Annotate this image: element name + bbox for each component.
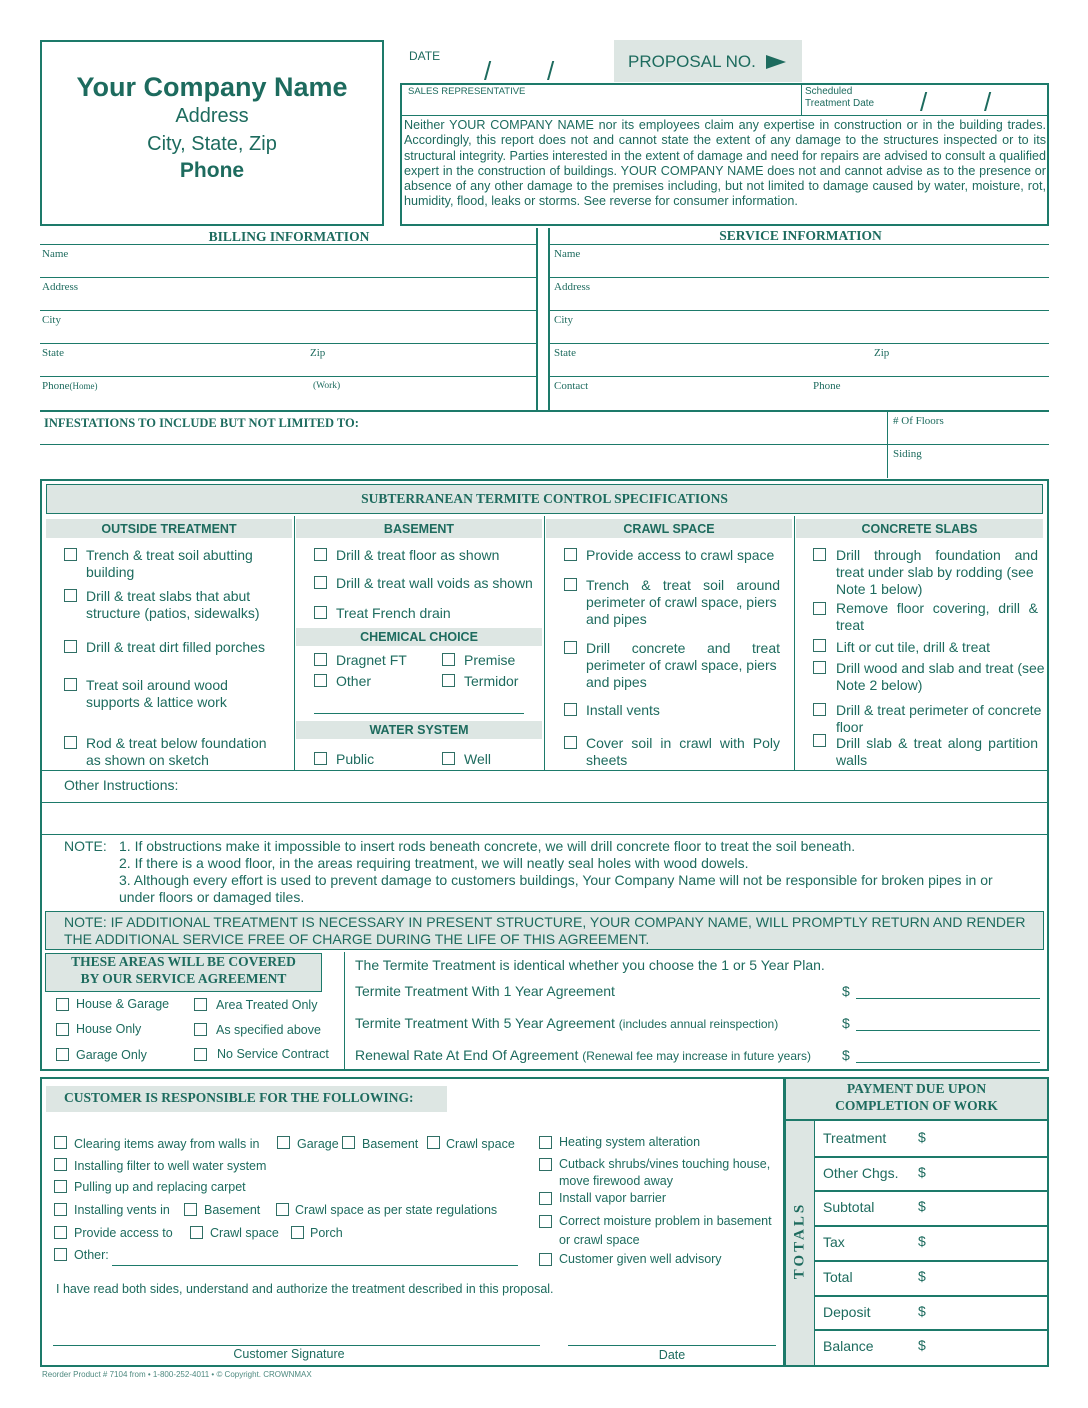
access-label: Provide access to [74,1226,173,1240]
coverage-line-3-text: Renewal Rate At End Of Agreement [355,1047,579,1063]
coverage-dollar-2: $ [842,1015,850,1031]
crawl-item-1-line-0: Trench & treat soil around [586,577,780,593]
totals-row-line-4 [815,1295,1047,1297]
outside-item-0-line-1: building [86,564,135,580]
slabs-checkbox-4[interactable] [813,703,826,716]
filter-checkbox[interactable] [54,1158,67,1171]
totals-dollar-0[interactable]: $ [918,1129,926,1145]
coverage-item-2: House Only [76,1022,142,1036]
totals-row-total: Total [823,1268,853,1285]
slabs-title: CONCRETE SLABS [861,522,978,536]
chemical-termidor: Termidor [464,673,519,689]
slabs-item-5-line-1: walls [836,752,868,768]
filter-label: Installing filter to well water system [74,1159,267,1173]
service-address-field[interactable]: Address [554,281,591,293]
arrow-right-icon [766,55,786,69]
totals-row-line-5 [815,1329,1047,1331]
sales-vdivider [801,84,802,115]
treatment-date-label: Treatment Date [805,98,875,109]
spec-cols-bottom [42,770,1047,771]
infestation-mid-line [40,444,1049,445]
basement-item-2: Treat French drain [336,605,451,621]
crawl-item-1-line-2: and pipes [586,611,647,627]
coverage-checkbox-3[interactable] [194,1023,207,1036]
date-label: DATE [409,49,441,63]
totals-row-line-0 [815,1156,1047,1158]
totals-row-treatment: Treatment [823,1130,887,1146]
additional-note: NOTE: IF ADDITIONAL TREATMENT IS NECESSARY IN PRESENT STRUCTURE, YOUR COMPANY NAME, WILL PROMPTLY RETURN AND RENDER THE ADDITIONAL SERVICE FREE OF CHARGE DURING THE LIFE OF THIS AGREEMENT. [64,914,1026,947]
floors-field[interactable]: # Of Floors [893,415,944,427]
payment-title-2: COMPLETION OF WORK [835,1098,998,1113]
infestation-top-line [40,410,1049,412]
moisture-checkbox[interactable] [539,1215,552,1228]
cutback-checkbox[interactable] [539,1158,552,1171]
water-public: Public [336,751,375,767]
outside-item-0-line-0: Trench & treat soil abutting [86,547,253,563]
crawl-checkbox-1[interactable] [564,578,577,591]
clearing-garage-label: Garage [297,1137,339,1151]
spec-col-divider-2 [544,516,545,770]
totals-dollar-2[interactable]: $ [918,1198,926,1215]
outside-item-1-line-0: Drill & treat slabs that abut [86,588,251,604]
coverage-amount-2[interactable] [856,1030,1040,1031]
vents-crawl-label: Crawl space as per state regulations [295,1203,498,1217]
coverage-item-0: House & Garage [76,997,170,1011]
slabs-item-4-line-0: Drill & treat perimeter of concrete [836,702,1042,718]
slabs-item-0-line-0: Drill through foundation and [836,547,1038,563]
spec-col-divider-3 [794,516,795,770]
note-1: 1. If obstructions make it impossible to insert rods beneath concrete, we will drill concrete floor to treat the soil beneath. [119,838,856,854]
company-name: Your Company Name [76,72,348,102]
coverage-item-5: No Service Contract [217,1047,329,1061]
clearing-crawl-checkbox[interactable] [427,1136,440,1149]
other-label: Other: [74,1248,109,1262]
outside-checkbox-1[interactable] [64,589,77,602]
coverage-line-2-text: Termite Treatment With 5 Year Agreement [355,1015,615,1031]
coverage-checkbox-1[interactable] [194,998,207,1011]
crawl-item-4-line-0: Cover soil in crawl with Poly [586,735,780,751]
chemical-premise-checkbox[interactable] [442,653,455,666]
note-2: 2. If there is a wood floor, in the areas requiring treatment, we will neatly seal holes with wood dowels. [119,855,749,871]
coverage-dollar-1: $ [842,983,850,999]
slabs-item-0-line-1: treat under slab by rodding (see [836,564,1034,580]
vapor-checkbox[interactable] [539,1192,552,1205]
company-phone: Phone [179,159,245,182]
crawl-item-2-line-0: Drill concrete and treat [586,640,780,656]
billing-line-4 [40,376,536,377]
outside-checkbox-0[interactable] [64,548,77,561]
access-crawl-checkbox[interactable] [190,1226,203,1239]
basement-checkbox-2[interactable] [314,606,327,619]
totals-label: TOTALS [791,1201,808,1280]
outside-item-2-line-0: Drill & treat dirt filled porches [86,639,265,655]
service-title: SERVICE INFORMATION [719,228,882,243]
coverage-line-1: Termite Treatment With 1 Year Agreement [355,983,615,999]
totals-row-deposit: Deposit [823,1303,871,1320]
coverage-amount-3[interactable] [856,1062,1040,1063]
heating-label: Heating system alteration [559,1135,701,1149]
totals-row-line-3 [815,1260,1047,1262]
service-line-0 [550,244,1049,245]
totals-dollar-1[interactable]: $ [918,1163,926,1180]
water-well: Well [464,751,491,767]
basement-checkbox-1[interactable] [314,576,327,589]
slabs-item-1-line-0: Remove floor covering, drill & [836,600,1038,616]
cutback-label-2: move firewood away [559,1174,673,1188]
date-line[interactable] [568,1345,776,1346]
coverage-dollar-3: $ [842,1047,850,1063]
coverage-title-1: THESE AREAS WILL BE COVERED [71,954,296,969]
clearing-basement-checkbox[interactable] [342,1136,355,1149]
signature-line[interactable] [53,1345,540,1346]
sched-slash-1: / [920,87,928,117]
date-slash-2: / [547,56,555,86]
coverage-item-1: Area Treated Only [216,998,318,1012]
clearing-crawl-label: Crawl space [446,1137,515,1151]
crawl-item-4-line-1: sheets [586,752,628,768]
totals-row-tax: Tax [823,1234,845,1251]
billing-line-0 [40,244,536,245]
outside-checkbox-4[interactable] [64,736,77,749]
totals-row-other-chgs: Other Chgs. [823,1164,899,1181]
water-public-checkbox[interactable] [314,752,327,765]
billing-phone-home: (Home) [69,381,98,391]
service-contact-field[interactable]: Contact [554,380,589,392]
slabs-item-5-line-0: Drill slab & treat along partition [836,735,1038,751]
billing-phone-label: Phone [42,380,70,392]
service-line-2 [550,310,1049,311]
vents-basement-checkbox[interactable] [184,1203,197,1216]
crawl-item-1-line-1: perimeter of crawl space, piers [586,594,777,610]
carpet-label: Pulling up and replacing carpet [74,1180,246,1194]
service-name-field[interactable]: Name [554,248,581,260]
coverage-title-2: BY OUR SERVICE AGREEMENT [80,971,287,986]
other-line[interactable] [112,1265,518,1266]
crawl-item-0-line-0: Provide access to crawl space [586,547,775,563]
outside-title: OUTSIDE TREATMENT [101,522,237,536]
clearing-garage-checkbox[interactable] [277,1136,290,1149]
service-city-field[interactable]: City [554,314,573,326]
slabs-item-4-line-1: floor [836,719,864,735]
chemical-other-line[interactable] [314,713,524,714]
crawl-checkbox-2[interactable] [564,641,577,654]
coverage-checkbox-5[interactable] [194,1048,207,1061]
coverage-line-2-note: (includes annual reinspection) [618,1017,779,1031]
proposal-label: PROPOSAL NO. [628,52,756,71]
slabs-item-1-line-1: treat [836,617,865,633]
coverage-vdivider [344,952,345,1069]
slabs-item-3-line-0: Drill wood and slab and treat (see [836,660,1045,676]
service-line-3 [550,343,1049,344]
crawl-item-3-line-0: Install vents [586,702,660,718]
totals-dollar-3[interactable]: $ [918,1233,926,1250]
slabs-item-3-line-1: Note 2 below) [836,677,923,693]
access-checkbox[interactable] [54,1226,67,1239]
crawl-checkbox-4[interactable] [564,736,577,749]
slabs-item-2-line-0: Lift or cut tile, drill & treat [836,639,991,655]
slabs-checkbox-1[interactable] [813,602,826,615]
water-title: WATER SYSTEM [369,723,469,737]
chemical-termidor-checkbox[interactable] [442,674,455,687]
access-porch-label: Porch [310,1226,343,1240]
outside-checkbox-3[interactable] [64,678,77,691]
date-sign-label: Date [658,1348,686,1362]
carpet-checkbox[interactable] [54,1180,67,1193]
access-crawl-label: Crawl space [210,1226,279,1240]
advisory-checkbox[interactable] [539,1253,552,1266]
payment-header-line [786,1119,1047,1121]
billing-name-field[interactable]: Name [42,248,69,260]
slabs-checkbox-0[interactable] [813,548,826,561]
clearing-label: Clearing items away from walls in [74,1137,260,1151]
other-checkbox[interactable] [54,1248,67,1261]
vapor-label: Install vapor barrier [559,1191,666,1205]
slabs-item-0-line-2: Note 1 below) [836,581,923,597]
billing-address-field[interactable]: Address [42,281,79,293]
coverage-line-2 [355,1015,778,1033]
chemical-premise: Premise [464,652,516,668]
chemical-dragnet-checkbox[interactable] [314,653,327,666]
coverage-intro: The Termite Treatment is identical whether you choose the 1 or 5 Year Plan. [355,957,825,973]
cutback-label-1: Cutback shrubs/vines touching house, [559,1157,771,1171]
coverage-line-3-note: (Renewal fee may increase in future years) [582,1049,812,1063]
date-slash-1: / [484,56,492,86]
company-city: City, State, Zip [147,133,277,155]
moisture-label-2: or crawl space [559,1233,640,1247]
footer-text: Reorder Product # 7104 from • 1-800-252-4011 • © Copyright. CROWNMAX [42,1370,312,1379]
payment-title-1: PAYMENT DUE UPON [846,1081,987,1096]
sales-rep-label[interactable]: SALES REPRESENTATIVE [408,86,526,97]
billing-service-divider-b [548,228,550,411]
scheduled-label: Scheduled [805,86,853,97]
customer-title: CUSTOMER IS RESPONSIBLE FOR THE FOLLOWING: [64,1090,414,1105]
service-state-field[interactable]: State [554,347,576,359]
totals-dollar-6[interactable]: $ [918,1337,926,1354]
coverage-amount-1[interactable] [856,998,1040,999]
crawl-title: CRAWL SPACE [623,522,715,536]
authorize-text: I have read both sides, understand and authorize the treatment described in this proposal. [56,1282,554,1296]
slabs-checkbox-5[interactable] [813,734,826,747]
crawl-checkbox-3[interactable] [564,703,577,716]
spec-col-divider-1 [294,516,295,770]
crawl-item-2-line-2: and pipes [586,674,647,690]
other-instructions-field[interactable]: Other Instructions: [64,777,179,793]
totals-row-line-1 [815,1190,1047,1192]
coverage-checkbox-0[interactable] [56,998,69,1011]
sales-divider [401,115,1048,116]
specs-title: SUBTERRANEAN TERMITE CONTROL SPECIFICATIONS [361,491,728,506]
service-zip-field[interactable]: Zip [874,347,890,359]
slabs-checkbox-3[interactable] [813,661,826,674]
outside-checkbox-2[interactable] [64,640,77,653]
billing-state-field[interactable]: State [42,347,64,359]
crawl-checkbox-0[interactable] [564,548,577,561]
access-porch-checkbox[interactable] [291,1226,304,1239]
outside-item-3-line-1: supports & lattice work [86,694,227,710]
note-3-cont: under floors or damaged tiles. [119,889,305,905]
basement-checkbox-0[interactable] [314,548,327,561]
billing-phone-work[interactable]: (Work) [313,381,341,391]
other-instructions-line [42,802,1047,803]
totals-row-line-2 [815,1225,1047,1227]
basement-item-0: Drill & treat floor as shown [336,547,500,563]
outside-item-4-line-0: Rod & treat below foundation [86,735,267,751]
coverage-line-3 [355,1047,811,1065]
outside-item-3-line-0: Treat soil around wood [86,677,228,693]
totals-row-subtotal: Subtotal [823,1199,875,1216]
crawl-item-2-line-1: perimeter of crawl space, piers [586,657,777,673]
heating-checkbox[interactable] [539,1136,552,1149]
basement-item-1: Drill & treat wall voids as shown [336,575,533,591]
signature-label: Customer Signature [233,1347,345,1361]
vents-basement-label: Basement [204,1203,261,1217]
service-line-4 [550,376,1049,377]
note-label: NOTE: [64,838,107,854]
billing-title: BILLING INFORMATION [208,229,370,244]
advisory-label: Customer given well advisory [559,1252,722,1266]
sched-slash-2: / [984,87,992,117]
totals-row-balance: Balance [823,1338,874,1355]
billing-phone-field[interactable] [42,380,98,392]
water-well-checkbox[interactable] [442,752,455,765]
disclaimer-text: Neither YOUR COMPANY NAME nor its employees claim any expertise in construction or in the building trades. Accordingly, this report does not and cannot state the extent of any damage to the structures inspected or to its structural integrity. Parties interested in the extent of damage and need for repairs are advised to consult a qualified expert in the construction of buildings. YOUR COMPANY NAME does not and cannot advise as to the presence or absence of any other damage to the premises including, but not limited to damage caused by water, moisture, rot, humidity, flood, leaks or storms. See reverse for consumer information. [404,118,1046,209]
vents-checkbox[interactable] [54,1203,67,1216]
service-phone-field[interactable]: Phone [813,380,841,392]
billing-zip-field[interactable]: Zip [310,347,326,359]
coverage-checkbox-4[interactable] [56,1048,69,1061]
chemical-other-checkbox[interactable] [314,674,327,687]
coverage-item-3: As specified above [216,1023,321,1037]
basement-title: BASEMENT [383,522,455,536]
siding-field[interactable]: Siding [893,448,922,460]
vents-crawl-checkbox[interactable] [276,1203,289,1216]
chemical-dragnet: Dragnet FT [336,652,407,668]
note-3: 3. Although every effort is used to prevent damage to customers buildings, Your Company Name will not be responsible for broken pipes in or [119,872,993,888]
outside-item-4-line-1: as shown on sketch [86,752,209,768]
billing-line-2 [40,310,536,311]
clearing-checkbox[interactable] [54,1136,67,1149]
infestations-label[interactable]: INFESTATIONS TO INCLUDE BUT NOT LIMITED TO: [44,416,359,430]
moisture-label-1: Correct moisture problem in basement [559,1214,772,1228]
chemical-other: Other [336,673,372,689]
coverage-item-4: Garage Only [76,1048,147,1062]
billing-line-1 [40,277,536,278]
totals-dollar-5[interactable]: $ [918,1302,926,1319]
vents-label: Installing vents in [74,1203,170,1217]
coverage-checkbox-2[interactable] [56,1023,69,1036]
totals-dollar-4[interactable]: $ [918,1267,926,1284]
slabs-checkbox-2[interactable] [813,639,826,652]
notes-top-line [42,834,1047,835]
chemical-title: CHEMICAL CHOICE [360,630,478,644]
company-address: Address [175,105,249,127]
clearing-basement-label: Basement [362,1137,419,1151]
billing-line-3 [40,343,536,344]
billing-city-field[interactable]: City [42,314,61,326]
billing-service-divider-a [536,228,538,411]
outside-item-1-line-1: structure (patios, sidewalks) [86,605,260,621]
service-line-1 [550,277,1049,278]
